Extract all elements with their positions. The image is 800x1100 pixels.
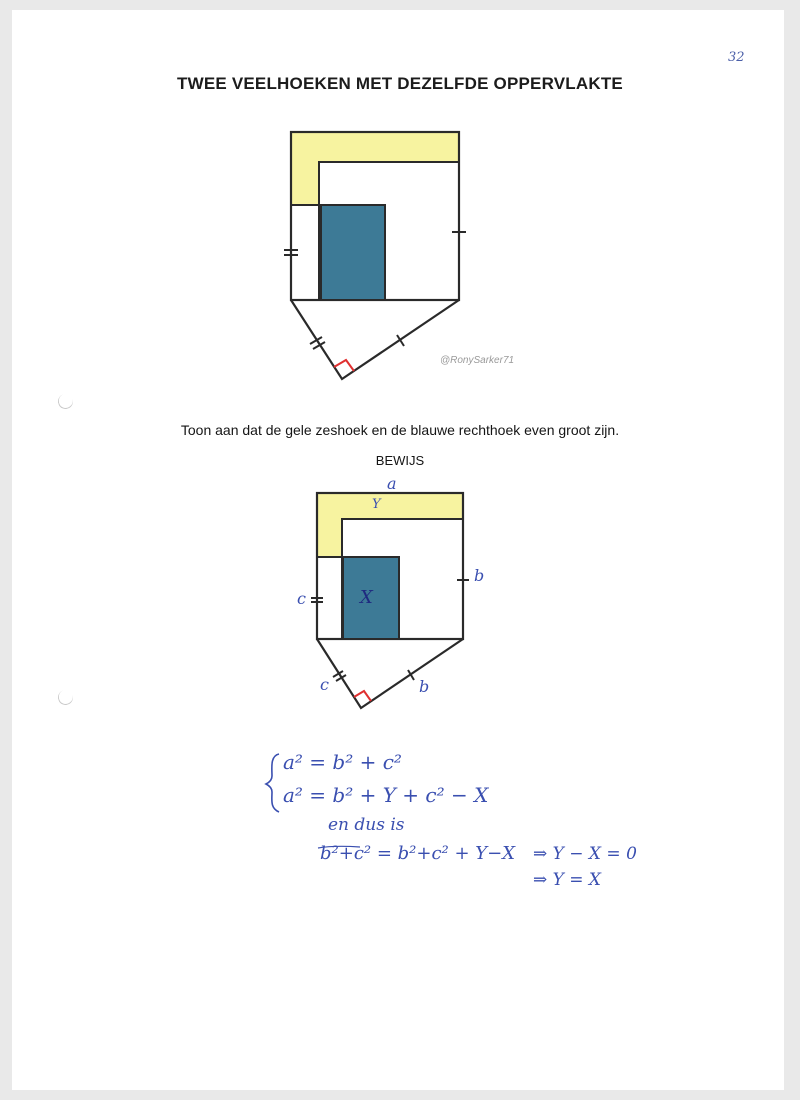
- label-b-leg: b: [419, 677, 430, 696]
- label-x: X: [360, 587, 373, 608]
- proof-line-4-left: b²+c² = b²+c² + Y−X: [320, 843, 516, 864]
- page-number: 32: [728, 50, 745, 65]
- proof-heading: BEWIJS: [375, 453, 425, 468]
- instruction-text: Toon aan dat de gele zeshoek en de blauwe rechthoek even groot zijn.: [180, 422, 620, 438]
- watermark: @RonySarker71: [440, 355, 515, 366]
- label-y: Y: [372, 497, 381, 512]
- proof-line-2: a² = b² + Y + c² − X: [283, 783, 489, 807]
- proof-line-5: ⇒ Y = X: [533, 870, 602, 890]
- label-c-side: c: [297, 589, 306, 608]
- label-a: a: [387, 474, 397, 493]
- label-c-leg: c: [320, 675, 329, 694]
- page-title: TWEE VEELHOEKEN MET DEZELFDE OPPERVLAKTE: [177, 74, 623, 93]
- label-b-side: b: [474, 566, 485, 585]
- proof-line-4-right: ⇒ Y − X = 0: [533, 844, 637, 864]
- proof-line-3: en dus is: [328, 815, 405, 835]
- proof-line-1: a² = b² + c²: [283, 750, 402, 774]
